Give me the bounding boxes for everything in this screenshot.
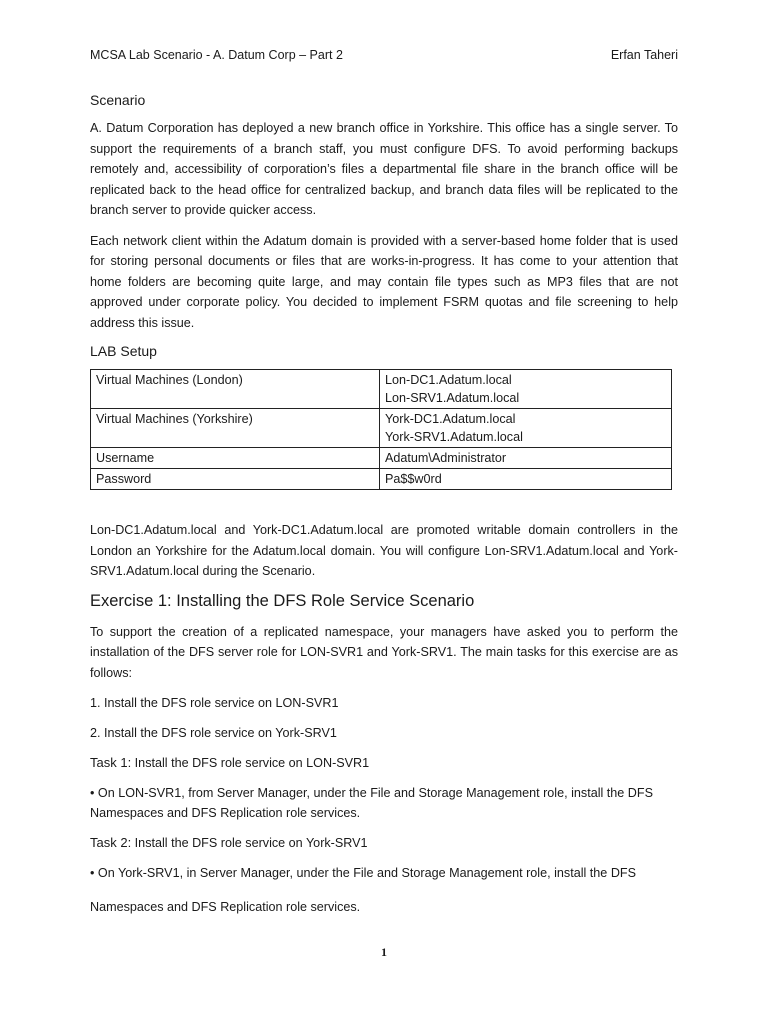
vm-name: York-SRV1.Adatum.local xyxy=(385,430,523,444)
task-1-label: Task 1: xyxy=(90,755,132,770)
table-row xyxy=(91,448,672,469)
table-cell-value xyxy=(380,409,672,448)
page-header xyxy=(90,48,678,62)
table-cell-label: Password xyxy=(91,469,380,490)
scenario-heading: Scenario xyxy=(90,92,146,108)
table-row xyxy=(91,469,672,490)
table-cell-label: Virtual Machines (London) xyxy=(91,370,380,409)
exercise-1-heading: Exercise 1: Installing the DFS Role Service Scenario xyxy=(90,591,475,610)
task-1-line xyxy=(90,753,678,773)
exercise-step-1: 1. Install the DFS role service on LON-SVR1 xyxy=(90,696,339,710)
task-1-bullet: • On LON-SVR1, from Server Manager, under the File and Storage Management role, install the DFS Namespaces and DFS Replication role services. xyxy=(90,786,653,820)
header-author: Erfan Taheri xyxy=(610,48,678,62)
table-cell-label: Virtual Machines (Yorkshire) xyxy=(91,409,380,448)
table-cell-value xyxy=(380,370,672,409)
vm-name: York-DC1.Adatum.local xyxy=(385,412,516,426)
table-cell-label: Username xyxy=(91,448,380,469)
task-1-text: Install the DFS role service on LON-SVR1 xyxy=(131,756,370,770)
lab-setup-note: Lon-DC1.Adatum.local and York-DC1.Adatum.local are promoted writable domain controllers in the London an Yorkshire for the Adatum.local domain. You will configure Lon-SRV1.Adatum.local and York-SRV1.Adatum.local during the Scenario. xyxy=(90,523,678,578)
exercise-1-intro: To support the creation of a replicated namespace, your managers have asked you to perform the installation of the DFS server role for LON-SVR1 and York-SRV1. The main tasks for this exercise are as follows: xyxy=(90,624,678,680)
lab-setup-heading: LAB Setup xyxy=(90,343,157,359)
table-cell-value: Pa$$w0rd xyxy=(380,469,672,490)
table-row xyxy=(91,409,672,448)
task-2-label: Task 2: xyxy=(90,835,132,850)
task-2-text: Install the DFS role service on York-SRV1 xyxy=(131,836,368,850)
task-2-bullet: • On York-SRV1, in Server Manager, under the File and Storage Management role, install the DFS xyxy=(90,866,637,880)
vm-name: Lon-SRV1.Adatum.local xyxy=(385,391,520,405)
scenario-paragraph-1: A. Datum Corporation has deployed a new branch office in Yorkshire. This office has a single server. To support the requirements of a branch staff, you must configure DFS. To avoid performing backups remotely and, accessibility of corporation’s files a departmental file share in the branch office will be replicated back to the head office for centralized backup, and branch data files will be replicated to the branch server to provide quicker access. xyxy=(90,121,678,217)
header-title: MCSA Lab Scenario - A. Datum Corp – Part 2 xyxy=(90,48,343,62)
page-number: 1 xyxy=(381,945,387,959)
lab-setup-table xyxy=(90,369,672,490)
exercise-step-2: 2. Install the DFS role service on York-SRV1 xyxy=(90,726,337,740)
table-cell-value: Adatum\Administrator xyxy=(380,448,672,469)
task-2-bullet-continued: Namespaces and DFS Replication role services. xyxy=(90,900,361,914)
table-row xyxy=(91,370,672,409)
vm-name: Lon-DC1.Adatum.local xyxy=(385,373,512,387)
task-2-line xyxy=(90,833,678,853)
scenario-paragraph-2: Each network client within the Adatum domain is provided with a server-based home folder that is used for storing personal documents or files that are works-in-progress. It has come to your attention that home folders are becoming quite large, and may contain file types such as MP3 files that are not approved under corporate policy. You decided to implement FSRM quotas and file screening to help address this issue. xyxy=(90,233,678,330)
document-body xyxy=(90,92,678,927)
